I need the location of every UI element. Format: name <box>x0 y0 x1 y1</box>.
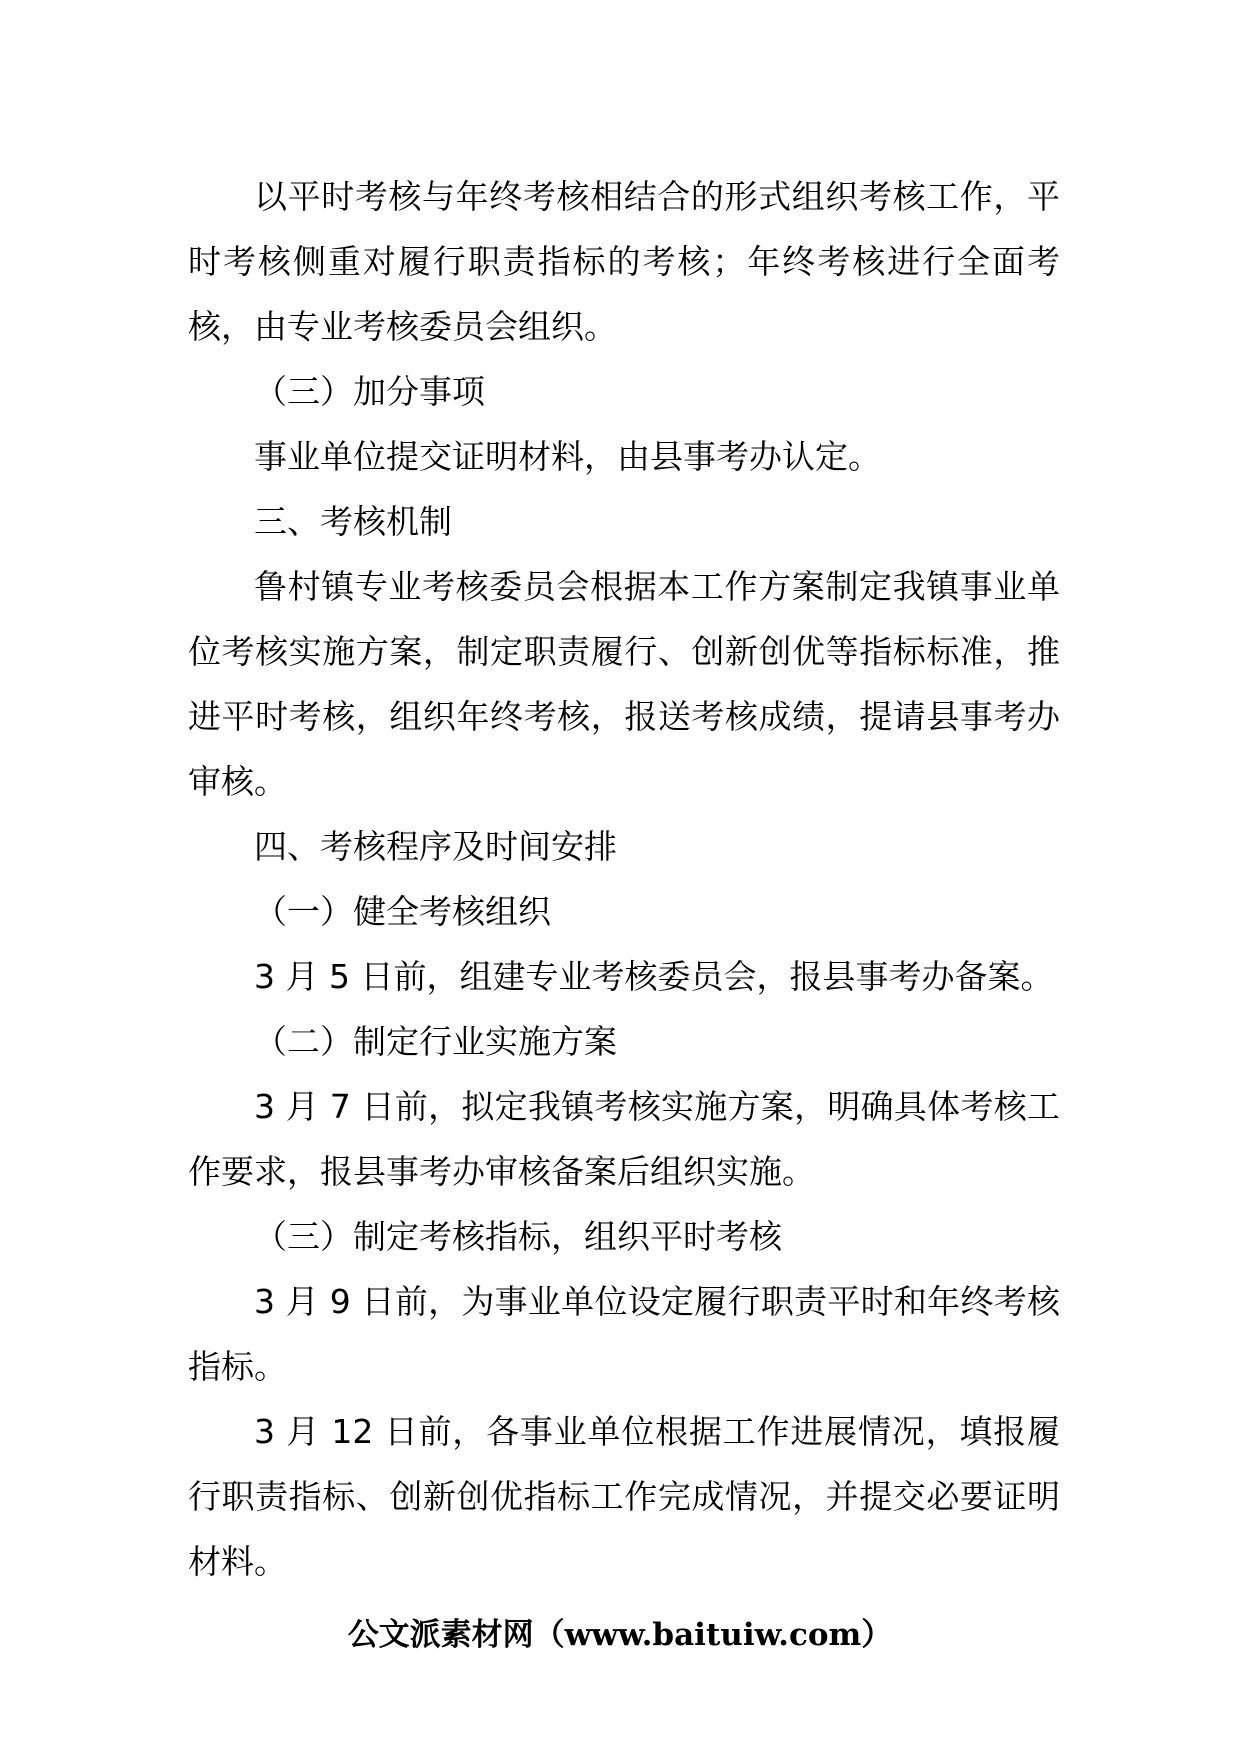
section-heading: （三）加分事项 <box>254 372 485 411</box>
paragraph: 以平时考核与年终考核相结合的形式组织考核工作，平时考核侧重对履行职责指标的考核；年终考核进行全面考核，由专业考核委员会组织。 <box>188 177 1060 346</box>
paragraph: 事业单位提交证明材料，由县事考办认定。 <box>254 437 881 476</box>
section-heading: 四、考核程序及时间安排 <box>254 827 617 866</box>
section-heading: （三）制定考核指标，组织平时考核 <box>254 1217 782 1256</box>
section-heading: （二）制定行业实施方案 <box>254 1022 617 1061</box>
section-heading: 三、考核机制 <box>254 502 452 541</box>
paragraph: 3 月 12 日前，各事业单位根据工作进展情况，填报履行职责指标、创新创优指标工作完成情况，并提交必要证明材料。 <box>188 1412 1060 1581</box>
document-body <box>188 164 1060 1594</box>
footer-source-link: 公文派素材网（www.baituiw.com） <box>347 1617 893 1653</box>
paragraph: 鲁村镇专业考核委员会根据本工作方案制定我镇事业单位考核实施方案，制定职责履行、创新创优等指标标准，推进平时考核，组织年终考核，报送考核成绩，提请县事考办审核。 <box>188 567 1060 801</box>
paragraph: 3 月 5 日前，组建专业考核委员会，报县事考办备案。 <box>254 957 1054 996</box>
section-heading: （一）健全考核组织 <box>254 892 551 931</box>
paragraph: 3 月 9 日前，为事业单位设定履行职责平时和年终考核指标。 <box>188 1282 1060 1386</box>
paragraph: 3 月 7 日前，拟定我镇考核实施方案，明确具体考核工作要求，报县事考办审核备案后组织实施。 <box>188 1087 1060 1191</box>
